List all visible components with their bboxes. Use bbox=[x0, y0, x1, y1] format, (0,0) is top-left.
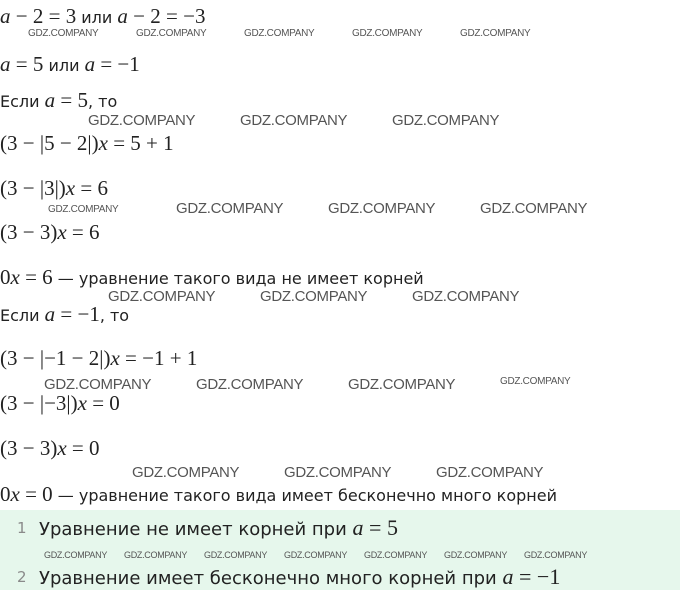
watermark: GDZ.COMPANY bbox=[28, 27, 99, 40]
conclusion-line-1 bbox=[0, 265, 424, 290]
math-expression: a − 2 = 3 bbox=[0, 4, 77, 28]
watermark: GDZ.COMPANY bbox=[480, 200, 588, 217]
math-expression: (3 − |3|)x = 6 bbox=[0, 176, 108, 200]
watermark: GDZ.COMPANY bbox=[412, 288, 520, 305]
conclusion-text: — уравнение такого вида не имеет корней bbox=[52, 269, 424, 288]
equation-line-6 bbox=[0, 220, 100, 245]
watermark: GDZ.COMPANY bbox=[196, 376, 304, 393]
answer-text bbox=[39, 515, 398, 541]
math-expression: a = 5 bbox=[44, 88, 88, 112]
watermark: GDZ.COMPANY bbox=[108, 288, 216, 305]
watermark: GDZ.COMPANY bbox=[364, 549, 428, 561]
equation-line-4 bbox=[0, 131, 174, 156]
equation-line-2 bbox=[0, 52, 140, 77]
watermark: GDZ.COMPANY bbox=[328, 200, 436, 217]
math-expression: (3 − |−3|)x = 0 bbox=[0, 391, 120, 415]
watermark: GDZ.COMPANY bbox=[136, 27, 207, 40]
watermark: GDZ.COMPANY bbox=[88, 112, 196, 129]
watermark: GDZ.COMPANY bbox=[444, 549, 508, 561]
equation-line-1 bbox=[0, 4, 205, 29]
watermark: GDZ.COMPANY bbox=[284, 549, 348, 561]
case-intro-line-2 bbox=[0, 302, 129, 327]
equation-line-9 bbox=[0, 346, 197, 371]
case-text: Если bbox=[0, 306, 40, 325]
watermark: GDZ.COMPANY bbox=[244, 27, 315, 40]
math-expression: (3 − 3)x = 6 bbox=[0, 220, 100, 244]
watermark: GDZ.COMPANY bbox=[44, 549, 108, 561]
watermark: GDZ.COMPANY bbox=[176, 200, 284, 217]
math-expression: a = −1 bbox=[44, 302, 100, 326]
watermark: GDZ.COMPANY bbox=[48, 203, 119, 216]
watermark: GDZ.COMPANY bbox=[392, 112, 500, 129]
watermark: GDZ.COMPANY bbox=[44, 376, 152, 393]
watermark: GDZ.COMPANY bbox=[284, 464, 392, 481]
conclusion-line-2 bbox=[0, 482, 557, 507]
equation-line-11 bbox=[0, 436, 100, 461]
answer-label: Уравнение не имеет корней при bbox=[39, 519, 347, 540]
case-text: Если bbox=[0, 92, 40, 111]
watermark: GDZ.COMPANY bbox=[436, 464, 544, 481]
case-text-suffix: , то bbox=[99, 306, 130, 325]
watermark: GDZ.COMPANY bbox=[460, 27, 531, 40]
watermark: GDZ.COMPANY bbox=[204, 549, 268, 561]
watermark: GDZ.COMPANY bbox=[352, 27, 423, 40]
answer-number: 1 bbox=[17, 519, 27, 537]
math-expression: (3 − |−1 − 2|)x = −1 + 1 bbox=[0, 346, 198, 370]
conjunction-text: или bbox=[48, 56, 80, 75]
watermark: GDZ.COMPANY bbox=[132, 464, 240, 481]
watermark: GDZ.COMPANY bbox=[260, 288, 368, 305]
watermark: GDZ.COMPANY bbox=[348, 376, 456, 393]
equation-line-5 bbox=[0, 176, 108, 201]
equation-line-10 bbox=[0, 391, 120, 416]
answer-math: a = −1 bbox=[502, 564, 561, 589]
watermark: GDZ.COMPANY bbox=[500, 375, 571, 388]
conjunction-text: или bbox=[81, 8, 113, 27]
answer-number: 2 bbox=[17, 568, 27, 586]
answer-label: Уравнение имеет бесконечно много корней при bbox=[39, 568, 497, 589]
case-text-suffix: , то bbox=[87, 92, 118, 111]
math-expression: 0x = 6 bbox=[0, 265, 53, 289]
math-expression: a = 5 bbox=[0, 52, 44, 76]
math-expression: a = −1 bbox=[84, 52, 140, 76]
answer-text bbox=[39, 564, 560, 590]
answer-math: a = 5 bbox=[352, 515, 398, 540]
math-expression: (3 − |5 − 2|)x = 5 + 1 bbox=[0, 131, 174, 155]
watermark: GDZ.COMPANY bbox=[524, 549, 588, 561]
math-expression: (3 − 3)x = 0 bbox=[0, 436, 100, 460]
case-intro-line-1 bbox=[0, 88, 117, 113]
watermark: GDZ.COMPANY bbox=[124, 549, 188, 561]
watermark: GDZ.COMPANY bbox=[240, 112, 348, 129]
math-expression: 0x = 0 bbox=[0, 482, 53, 506]
conclusion-text: — уравнение такого вида имеет бесконечно много корней bbox=[52, 486, 557, 505]
math-expression: a − 2 = −3 bbox=[117, 4, 206, 28]
